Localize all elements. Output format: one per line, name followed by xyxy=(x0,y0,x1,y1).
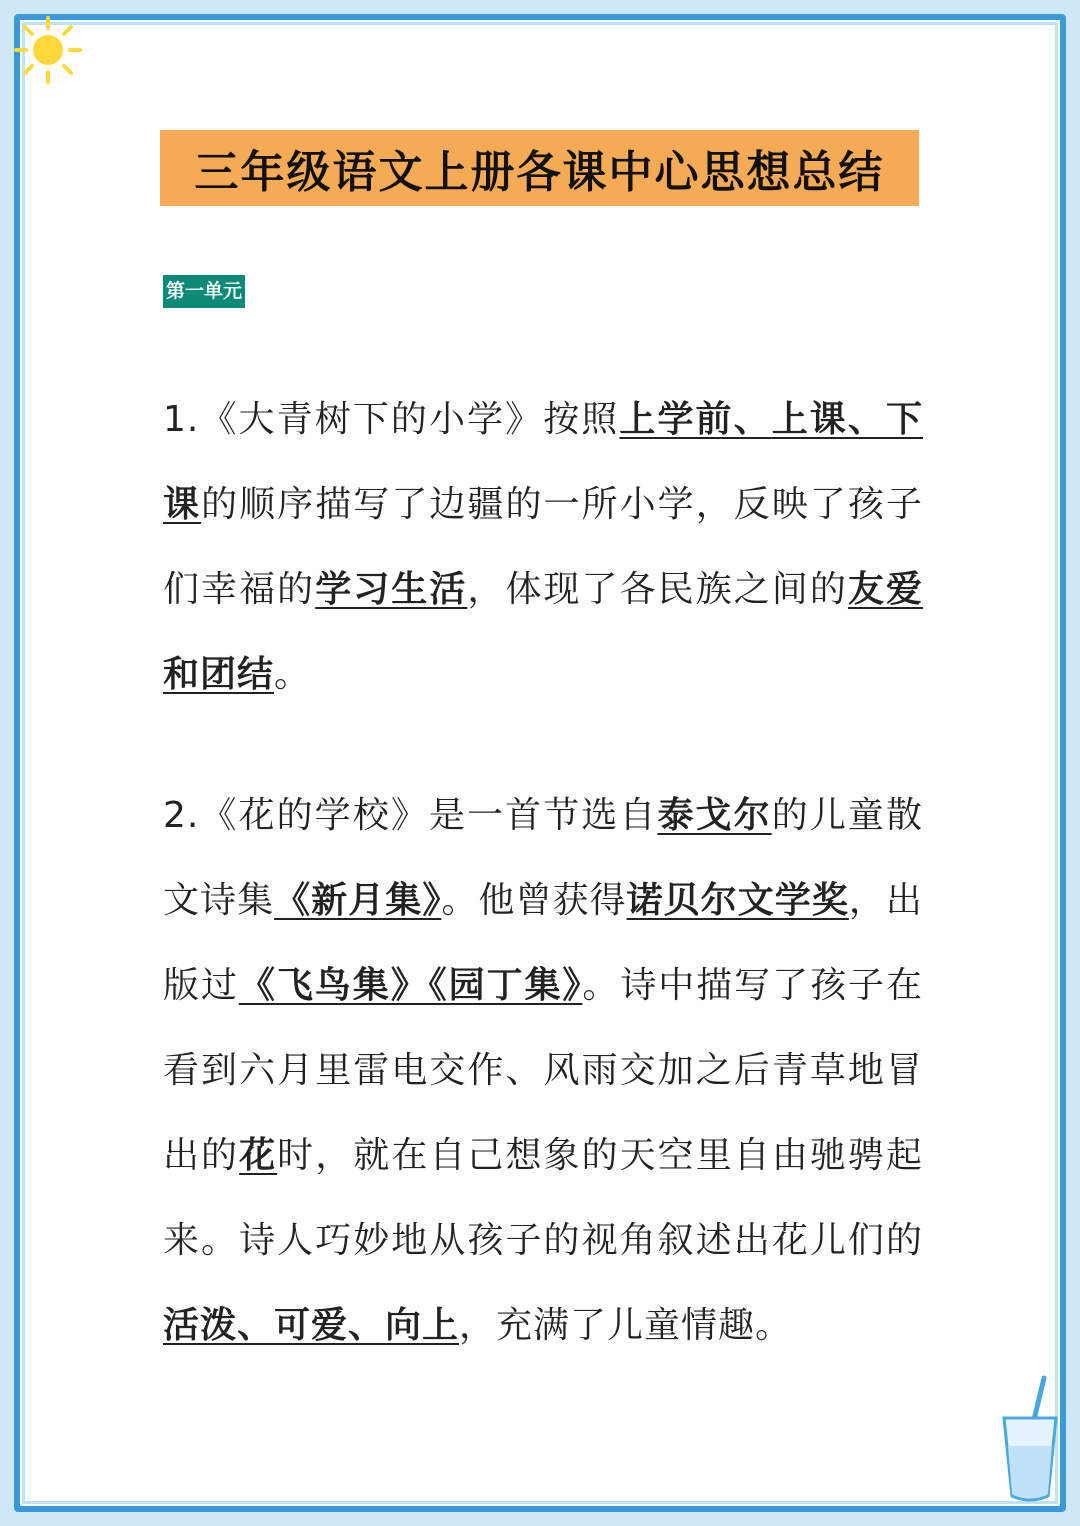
text-segment: 2.《花的学校》是一首节选自 xyxy=(163,795,658,836)
highlighted-keyword: 《新月集》 xyxy=(274,880,442,921)
text-segment: 。诗中描写了孩子在看到六月里雷电交作、风雨交加之后青草地冒出的 xyxy=(163,965,923,1176)
paragraph-2 xyxy=(163,773,923,1368)
highlighted-keyword: 上学前、上课、下课 xyxy=(163,399,923,525)
text-segment: ，充满了儿童情趣。 xyxy=(459,1305,793,1346)
page-title: 三年级语文上册各课中心思想总结 xyxy=(194,147,885,198)
text-segment: 的顺序描写了边疆的一所小学，反映了孩子们幸福的 xyxy=(163,484,923,610)
text-segment: 的儿童散文诗集 xyxy=(163,795,923,921)
title-banner xyxy=(160,130,919,206)
text-segment: 。他曾获得 xyxy=(441,880,627,921)
highlighted-keyword: 活泼、可爱、向上 xyxy=(163,1305,460,1346)
drink-cup-icon xyxy=(992,1370,1072,1510)
text-segment: 时，就在自己想象的天空里自由驰骋起来。诗人巧妙地从孩子的视角叙述出花儿们的 xyxy=(163,1135,923,1261)
paragraph-1 xyxy=(163,377,923,717)
highlighted-keyword: 友爱和团结 xyxy=(163,569,923,695)
sun-icon xyxy=(10,8,90,88)
highlighted-keyword: 花 xyxy=(239,1135,278,1176)
highlighted-keyword: 泰戈尔 xyxy=(657,795,772,836)
text-segment: 1.《大青树下的小学》按照 xyxy=(163,399,620,440)
text-segment: ，出版过 xyxy=(163,880,923,1006)
unit-tag: 第一单元 xyxy=(163,275,245,308)
text-segment: ，体现了各民族之间的 xyxy=(467,569,848,610)
text-segment: 。 xyxy=(274,654,312,695)
highlighted-keyword: 《飞鸟集》《园丁集》 xyxy=(238,965,583,1006)
highlighted-keyword: 学习生活 xyxy=(315,569,468,610)
highlighted-keyword: 诺贝尔文学奖 xyxy=(626,880,849,921)
